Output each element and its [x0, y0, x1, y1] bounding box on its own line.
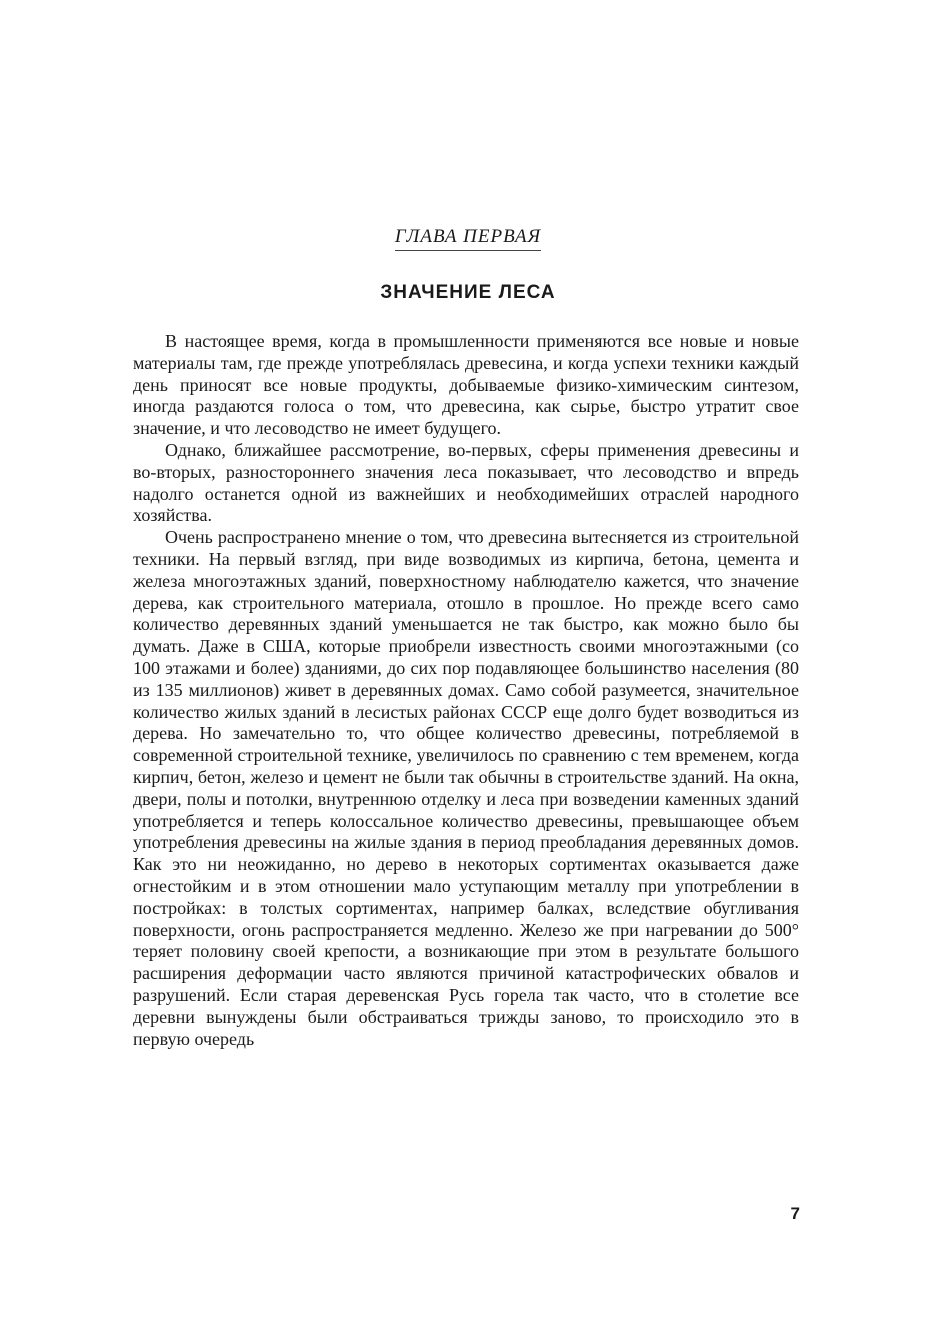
paragraph: В настоящее время, когда в промышленности применяются все новые и новые материалы там, где прежде употреблялась древесина, и когда успехи техники каждый день приносят все новые продукты, добываемые физико-химическим синтезом, иногда раздаются голоса о том, что древесина, как сырье, быстро утратит свое значение, и что лесоводство не имеет будущего.	[133, 331, 799, 439]
chapter-label-text: ГЛАВА ПЕРВАЯ	[395, 226, 541, 251]
page-number: 7	[790, 1204, 800, 1223]
paragraph: Однако, ближайшее рассмотрение, во-первых, сферы применения древесины и во-вторых, разностороннего значения леса показывает, что лесоводство и впредь надолго останется одной из важнейших и необходимейших отраслей народного хозяйства.	[133, 439, 799, 526]
chapter-title: ЗНАЧЕНИЕ ЛЕСА	[380, 282, 556, 303]
body-text	[133, 331, 799, 1050]
paragraph: Очень распространено мнение о том, что древесина вытесняется из строительной техники. На первый взгляд, при виде возводимых из кирпича, бетона, цемента и железа многоэтажных зданий, поверхностному наблюдателю кажется, что значение дерева, как строительного материала, отошло в прошлое. Но прежде всего само количество деревянных зданий уменьшается не так быстро, как можно было бы думать. Даже в США, которые приобрели известность своими многоэтажными (со 100 этажами и более) зданиями, до сих пор подавляющее большинство населения (80 из 135 миллионов) живет в деревянных домах. Само собой разумеется, значительное количество жилых зданий в лесистых районах СССР еще долго будет возводиться из дерева. Но замечательно то, что общее количество древесины, потребляемой в современной строительной технике, увеличилось по сравнению с тем временем, когда кирпич, бетон, железо и цемент не были так обычны в строительстве зданий. На окна, двери, полы и потолки, внутреннюю отделку и леса при возведении каменных зданий употребляется и теперь колоссальное количество древесины, превышающее объем употребления древесины на жилые здания в период преобладания деревянных домов. Как это ни неожиданно, но дерево в некоторых сортиментах оказывается даже огнестойким и в этом отношении мало уступающим металлу при употреблении в постройках: в толстых сортиментах, например балках, вследствие обугливания поверхности, огонь распространяется медленно. Железо же при нагревании до 500° теряет половину своей крепости, а возникающие при этом в результате большого расширения деформации часто являются причиной катастрофических обвалов и разрушений. Если старая деревенская Русь горела так часто, что в столетие все деревни вынуждены были обстраиваться трижды заново, то происходило это в первую очередь	[133, 527, 799, 1049]
chapter-label	[0, 226, 936, 251]
